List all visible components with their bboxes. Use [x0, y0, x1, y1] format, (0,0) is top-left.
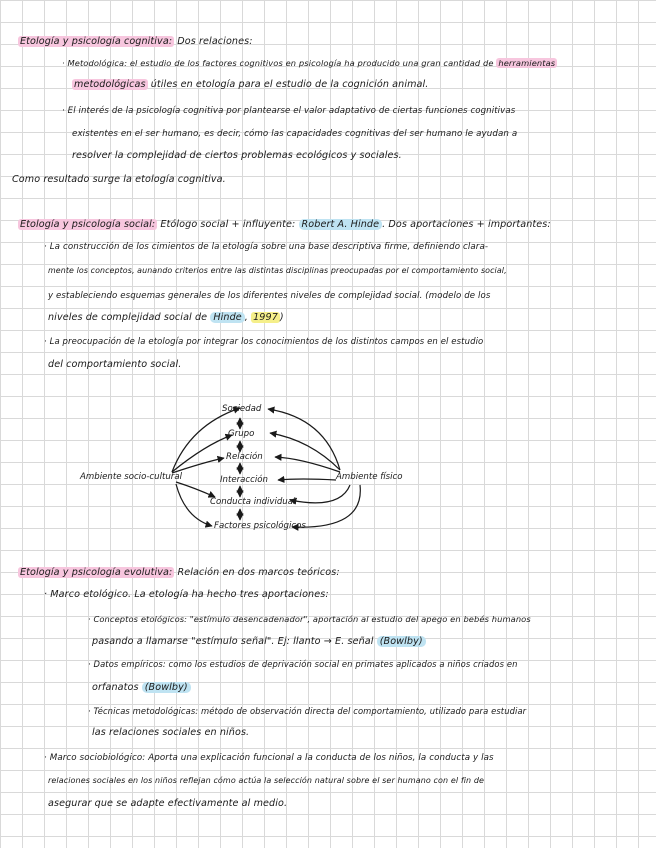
s2-hinde-highlight: Hinde [210, 312, 244, 323]
section1-title-rest: Dos relaciones: [174, 36, 253, 47]
section3-concept2-line2 [92, 682, 191, 694]
section2-bullet2-line1: · La preocupación de la etología por integrar los conocimientos de los distintos campos en el estudio [44, 337, 484, 347]
s2-close: ) [279, 312, 284, 323]
s1-b1-text: · Metodológica: el estudio de los factores cognitivos en psicología ha producido una gran cantidad de [62, 58, 497, 68]
section3-heading [18, 567, 340, 579]
section2-bullet2-line2: del comportamiento social. [48, 359, 182, 370]
section3-marco1: · Marco etológico. La etología ha hecho tres aportaciones: [44, 589, 329, 600]
diagram-level-sociedad: Sociedad [222, 404, 262, 414]
s3-bowlby-highlight1: (Bowlby) [377, 636, 426, 647]
section1-bullet2-line1: · El interés de la psicología cognitiva por plantearse el valor adaptativo de ciertas funciones cognitivas [62, 106, 516, 116]
section1-bullet2-line2: existentes en el ser humano, es decir, cómo las capacidades cognitivas del ser humano le ayudan a [72, 129, 518, 139]
section3-concept1-line1: · Conceptos etológicos: "estímulo desencadenador", aportación al estudio del apego en bebés humanos [88, 614, 531, 624]
arrow-left-conducta [176, 482, 215, 497]
s3-bowlby-highlight2: (Bowlby) [142, 682, 191, 693]
s3-c2-text: orfanatos [92, 682, 142, 693]
s2-intro-end: . Dos aportaciones + importantes: [382, 219, 551, 230]
arrow-left-factores [176, 484, 212, 526]
section3-concept3-line1: · Técnicas metodológicas: método de observación directa del comportamiento, utilizado para estudiar [88, 706, 527, 716]
arrow-right-conducta [290, 485, 350, 503]
s2-author-highlight: Robert A. Hinde [299, 219, 383, 230]
section2-bullet1-line1: · La construcción de los cimientos de la etología sobre una base descriptiva firme, definiendo clara- [44, 242, 489, 252]
s2-year-highlight: 1997 [253, 312, 278, 323]
section3-marco2-line3: asegurar que se adapte efectivamente al medio. [48, 798, 288, 809]
arrow-right-grupo [270, 433, 340, 470]
s2-sep: , [244, 312, 252, 323]
s3-c1-text: pasando a llamarse "estímulo señal". Ej: llanto → E. señal [92, 636, 377, 647]
arrow-right-relacion [275, 457, 340, 472]
arrow-right-interaccion [278, 479, 336, 480]
diagram-level-grupo: Grupo [228, 429, 255, 439]
section3-marco2-line2: relaciones sociales en los niños reflejan cómo actúa la selección natural sobre el ser humano con el fin de [48, 776, 485, 785]
section2-bullet1-line3: y estableciendo esquemas generales de los diferentes niveles de complejidad social. (modelo de los [48, 291, 491, 301]
diagram-right-label: Ambiente físico [336, 472, 403, 482]
section1-title: Etología y psicología cognitiva: [20, 36, 173, 47]
s1-b1-highlight2: metodológicas [74, 79, 146, 90]
diagram-level-relacion: Relación [226, 452, 263, 462]
diagram-left-label: Ambiente socio-cultural [80, 472, 182, 482]
diagram-level-factores: Factores psicológicos [214, 521, 306, 531]
section3-concept2-line1: · Datos empíricos: como los estudios de deprivación social en primates aplicados a niños criados en [88, 659, 518, 669]
section3-concept3-line2: las relaciones sociales en niños. [92, 727, 250, 738]
section2-bullet1-line2: mente los conceptos, aunando criterios entre las distintas disciplinas preocupadas por el comportamiento social, [48, 266, 507, 275]
section2-title: Etología y psicología social: [20, 219, 156, 230]
s2-b1-l4: niveles de complejidad social de [48, 312, 211, 323]
section3-marco2-line1: · Marco sociobiológico: Aporta una explicación funcional a la conducta de los niños, la conducta y las [44, 753, 494, 763]
section3-title: Etología y psicología evolutiva: [20, 567, 173, 578]
diagram-level-conducta: Conducta individual [210, 497, 296, 507]
diagram-level-interaccion: Interacción [220, 475, 268, 485]
s1-b1-text2: útiles en etología para el estudio de la cognición animal. [147, 79, 429, 90]
s1-b1-highlight: herramientas [498, 58, 556, 68]
section3-concept1-line2 [92, 636, 426, 648]
section1-conclusion: Como resultado surge la etología cognitiva. [12, 174, 226, 185]
section3-title-rest: Relación en dos marcos teóricos: [174, 567, 340, 578]
section1-bullet2-line3: resolver la complejidad de ciertos problemas ecológicos y sociales. [72, 150, 402, 161]
s2-intro: Etólogo social + influyente: [157, 219, 299, 230]
